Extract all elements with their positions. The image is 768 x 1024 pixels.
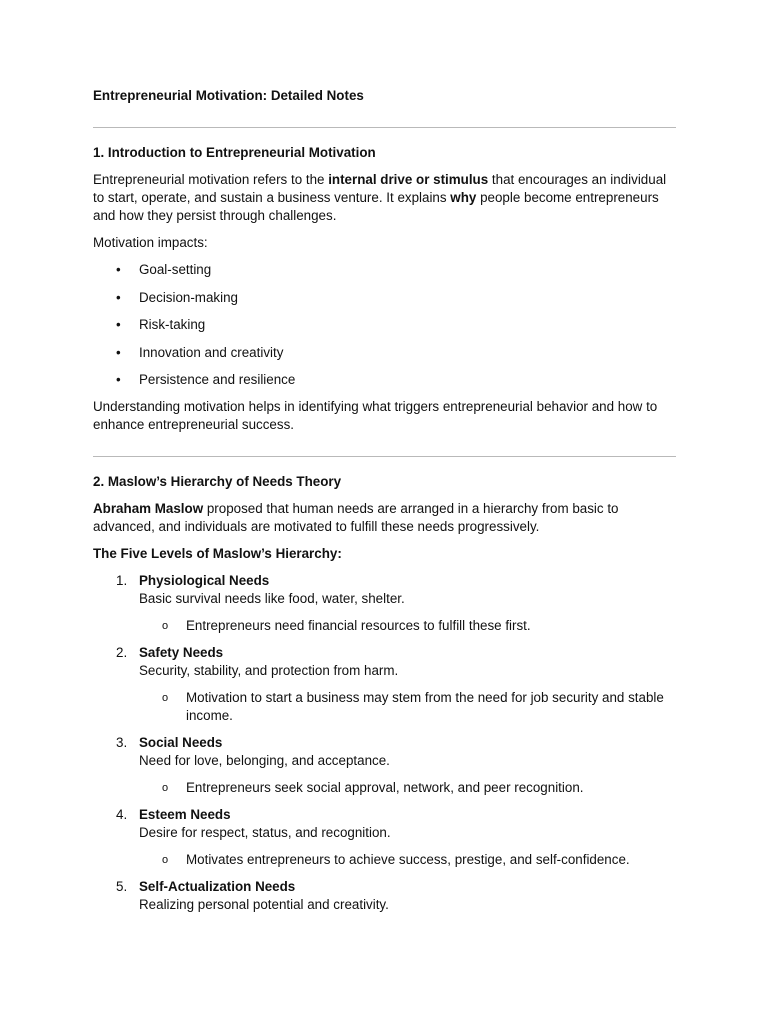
level-description: Desire for respect, status, and recognition. bbox=[139, 825, 391, 840]
list-item-text: Persistence and resilience bbox=[139, 372, 296, 387]
intro-paragraph bbox=[93, 171, 676, 225]
circle-bullet-icon: o bbox=[162, 782, 169, 794]
level-number: 5. bbox=[116, 879, 128, 894]
intro-text-3: people become entrepreneurs and how they persist through challenges. bbox=[93, 190, 659, 223]
level-item bbox=[93, 734, 676, 797]
level-notes bbox=[139, 689, 676, 725]
impacts-list bbox=[93, 261, 676, 389]
closing-paragraph: Understanding motivation helps in identifying what triggers entrepreneurial behavior and how to enhance entrepreneurial success. bbox=[93, 399, 658, 432]
levels-heading bbox=[93, 545, 676, 563]
level-number: 1. bbox=[116, 573, 128, 588]
level-description: Security, stability, and protection from harm. bbox=[139, 663, 399, 678]
level-note-text: Entrepreneurs need financial resources to fulfill these first. bbox=[186, 618, 531, 633]
level-item bbox=[93, 572, 676, 635]
level-note bbox=[139, 779, 676, 797]
document-body bbox=[93, 87, 676, 923]
list-item bbox=[93, 261, 676, 279]
level-notes bbox=[139, 851, 676, 869]
intro-bold-1: internal drive or stimulus bbox=[328, 172, 489, 187]
bullet-icon: • bbox=[116, 317, 121, 332]
bullet-icon: • bbox=[116, 344, 121, 360]
level-description: Realizing personal potential and creativity. bbox=[139, 897, 389, 912]
level-number: 2. bbox=[116, 645, 128, 660]
level-note bbox=[139, 851, 676, 869]
level-item bbox=[93, 878, 676, 914]
circle-bullet-icon: o bbox=[162, 692, 169, 704]
list-item-text: Goal-setting bbox=[139, 262, 212, 277]
level-description: Need for love, belonging, and acceptance. bbox=[139, 753, 390, 768]
level-title: Social Needs bbox=[139, 735, 223, 750]
circle-bullet-icon: o bbox=[162, 854, 169, 866]
level-notes bbox=[139, 617, 676, 635]
list-item bbox=[93, 344, 676, 362]
bullet-icon: • bbox=[116, 262, 121, 277]
bullet-icon: • bbox=[116, 372, 121, 387]
bullet-icon: • bbox=[116, 289, 121, 305]
level-title: Self-Actualization Needs bbox=[139, 879, 296, 894]
level-title: Esteem Needs bbox=[139, 807, 231, 822]
list-item bbox=[93, 316, 676, 334]
level-title: Physiological Needs bbox=[139, 573, 270, 588]
level-note bbox=[139, 689, 676, 725]
level-description: Basic survival needs like food, water, shelter. bbox=[139, 591, 405, 606]
document-title: Entrepreneurial Motivation: Detailed Notes bbox=[93, 88, 364, 103]
intro-text-1: Entrepreneurial motivation refers to the bbox=[93, 172, 329, 187]
level-note bbox=[139, 617, 676, 635]
list-item-text: Decision-making bbox=[139, 289, 238, 305]
list-item bbox=[93, 371, 676, 389]
level-note-text: Entrepreneurs seek social approval, network, and peer recognition. bbox=[186, 780, 584, 795]
maslow-intro-text: proposed that human needs are arranged in a hierarchy from basic to advanced, and individuals are motivated to fulfill these needs progressively. bbox=[93, 501, 619, 534]
level-note-text: Motivation to start a business may stem from the need for job security and stable income. bbox=[186, 690, 664, 723]
level-item bbox=[93, 806, 676, 869]
list-item-text: Risk-taking bbox=[139, 317, 206, 332]
list-item-text: Innovation and creativity bbox=[139, 344, 284, 360]
divider bbox=[93, 456, 676, 457]
intro-text-2: that encourages an individual to start, operate, and sustain a business venture. It explains bbox=[93, 172, 667, 205]
section-heading-introduction: 1. Introduction to Entrepreneurial Motivation bbox=[93, 145, 376, 160]
level-title: Safety Needs bbox=[139, 645, 224, 660]
section-heading-maslow: 2. Maslow’s Hierarchy of Needs Theory bbox=[93, 474, 342, 489]
level-number: 4. bbox=[116, 807, 128, 822]
level-number: 3. bbox=[116, 735, 128, 750]
maslow-name: Abraham Maslow bbox=[93, 501, 204, 516]
impacts-label: Motivation impacts: bbox=[93, 235, 208, 250]
circle-bullet-icon: o bbox=[162, 620, 169, 632]
intro-bold-2: why bbox=[450, 190, 477, 205]
level-note-text: Motivates entrepreneurs to achieve success, prestige, and self-confidence. bbox=[186, 852, 630, 867]
list-item bbox=[93, 289, 676, 307]
divider bbox=[93, 127, 676, 128]
levels-heading-text: The Five Levels of Maslow’s Hierarchy: bbox=[93, 546, 342, 561]
maslow-intro-paragraph bbox=[93, 500, 676, 536]
maslow-levels-list bbox=[93, 572, 676, 914]
level-item bbox=[93, 644, 676, 725]
level-notes bbox=[139, 779, 676, 797]
